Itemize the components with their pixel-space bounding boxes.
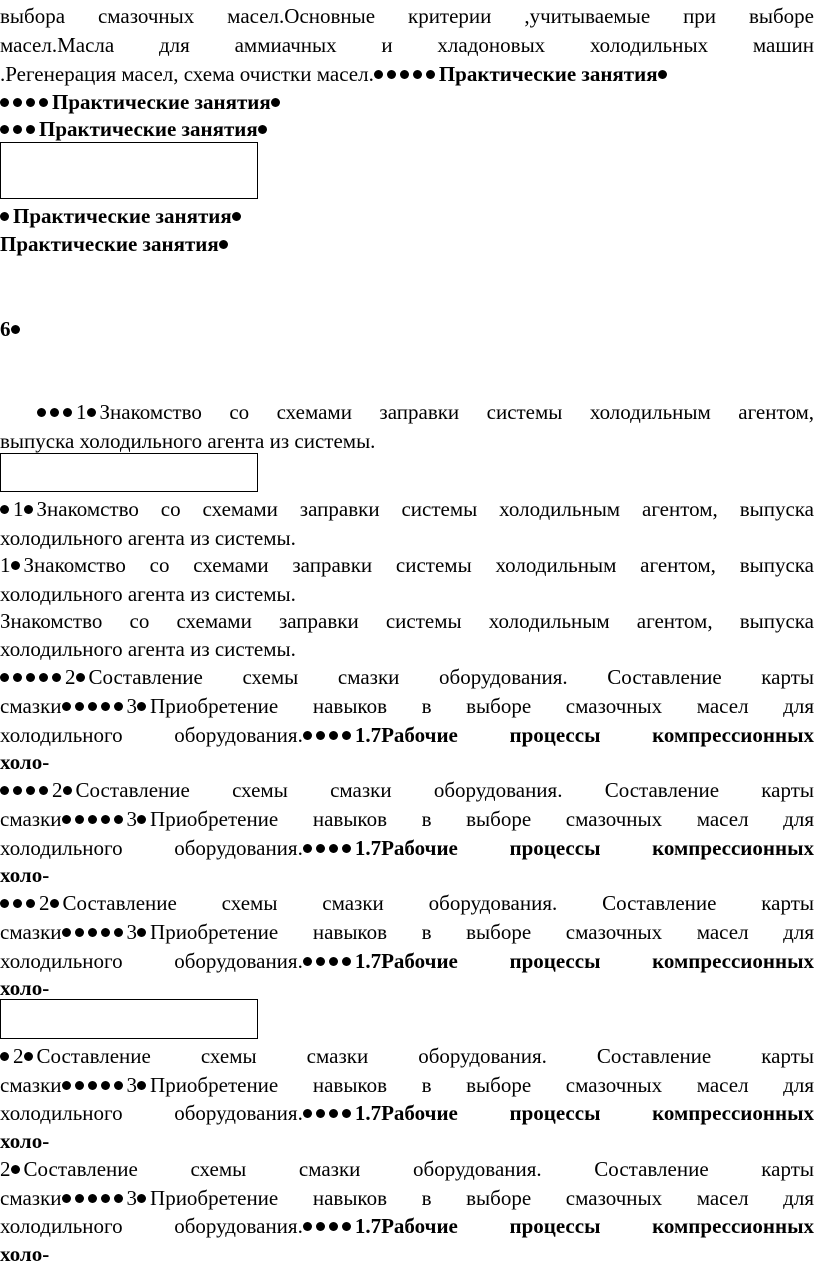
bullet-dot-icon (50, 899, 59, 908)
bullet-dot-icon (76, 673, 85, 682)
bullet-dot-icon (11, 1165, 20, 1174)
bullet-dot-icon (63, 786, 72, 795)
practical-heading: Практические занятия (13, 204, 232, 228)
empty-box (0, 999, 258, 1039)
bullet-dot-icon (137, 815, 146, 824)
bullet-dot-icon (219, 240, 228, 249)
text-span: 1.7Рабочие процессы компрессионных (354, 1214, 814, 1238)
text-line (0, 115, 814, 143)
text-span: 1.7Рабочие процессы компрессионных (354, 949, 814, 973)
bullet-dot-icon (303, 1222, 312, 1231)
text-line (0, 834, 814, 862)
text-line (0, 692, 814, 720)
bullet-dot-icon (137, 702, 146, 711)
text-span: выбора смазочных масел.Основные критерии ,учитываемые при выборе (0, 4, 814, 28)
text-span: 1 (76, 400, 87, 424)
bullet-dot-icon (88, 815, 97, 824)
text-span: 1.7Рабочие процессы компрессионных (354, 1101, 814, 1125)
bullet-dot-icon (329, 731, 338, 740)
bullet-dot-icon (329, 1222, 338, 1231)
text-line (0, 1184, 814, 1212)
bullet-dot-icon (62, 815, 71, 824)
bullet-dot-icon (39, 98, 48, 107)
bullet-dot-icon (0, 899, 9, 908)
bullet-dot-icon (75, 928, 84, 937)
text-span: 3 (126, 694, 138, 718)
text-line (0, 861, 814, 889)
bullet-dot-icon (114, 1081, 123, 1090)
text-line (37, 398, 814, 426)
text-span: 3 (126, 1073, 138, 1097)
text-span: Приобретение навыков в выборе смазочных масел для (150, 807, 814, 831)
text-span: холодильного агента из системы. (0, 526, 296, 550)
text-span: Составление схемы смазки оборудования. Составление карты (23, 1157, 814, 1181)
bullet-dot-icon (316, 1109, 325, 1118)
bullet-dot-icon (75, 1194, 84, 1203)
bullet-dot-icon (0, 673, 9, 682)
text-span: Приобретение навыков в выборе смазочных масел для (150, 694, 814, 718)
bullet-dot-icon (400, 70, 409, 79)
bullet-dot-icon (37, 408, 46, 417)
text-span: Знакомство со схемами заправки системы холодильным агентом, выпуска (36, 497, 814, 521)
text-line (0, 776, 814, 804)
text-span: выпуска холодильного агента из системы. (0, 429, 376, 453)
text-span: холодильного оборудования. (0, 836, 303, 860)
bullet-dot-icon (13, 786, 22, 795)
bullet-dot-icon (329, 957, 338, 966)
text-span: смазки (0, 807, 62, 831)
bullet-dot-icon (329, 1109, 338, 1118)
bullet-dot-icon (39, 786, 48, 795)
bullet-dot-icon (13, 899, 22, 908)
practical-heading: Практические занятия (0, 232, 219, 256)
text-span: смазки (0, 1186, 62, 1210)
bullet-dot-icon (137, 1194, 146, 1203)
bullet-dot-icon (316, 957, 325, 966)
text-span: холо- (0, 863, 50, 887)
bullet-dot-icon (316, 731, 325, 740)
bullet-dot-icon (0, 125, 9, 134)
text-span: 2 (13, 1044, 24, 1068)
bullet-dot-icon (62, 702, 71, 711)
text-span: Знакомство со схемами заправки системы холодильным агентом, выпуска (0, 609, 814, 633)
text-line (0, 1099, 814, 1127)
text-span: холодильного оборудования. (0, 723, 303, 747)
text-span: Составление схемы смазки оборудования. Составление карты (62, 891, 814, 915)
text-span: холо- (0, 1129, 50, 1153)
text-span: 2 (65, 665, 76, 689)
bullet-dot-icon (88, 702, 97, 711)
text-span: масел.Масла для аммиачных и хладоновых холодильных машин (0, 33, 814, 57)
bullet-dot-icon (0, 1052, 9, 1061)
bullet-dot-icon (0, 98, 9, 107)
bullet-dot-icon (50, 408, 59, 417)
bullet-dot-icon (413, 70, 422, 79)
text-span: холодильного оборудования. (0, 949, 303, 973)
practical-heading: Практические занятия (438, 62, 658, 86)
bullet-dot-icon (658, 70, 667, 79)
bullet-dot-icon (88, 928, 97, 937)
text-line (0, 1155, 814, 1183)
text-line (0, 495, 814, 523)
text-span: холодильного оборудования. (0, 1101, 303, 1125)
text-line (0, 315, 814, 343)
text-span: 1.7Рабочие процессы компрессионных (354, 723, 814, 747)
text-line (0, 1042, 814, 1070)
bullet-dot-icon (387, 70, 396, 79)
text-span: Приобретение навыков в выборе смазочных масел для (150, 920, 814, 944)
bullet-dot-icon (24, 505, 33, 514)
text-span: смазки (0, 920, 62, 944)
bullet-dot-icon (75, 815, 84, 824)
text-span: смазки (0, 694, 62, 718)
text-span: 3 (126, 1186, 138, 1210)
text-line (0, 1240, 814, 1268)
section-number: 6 (0, 317, 11, 341)
text-span: холо- (0, 750, 50, 774)
bullet-dot-icon (88, 1081, 97, 1090)
bullet-dot-icon (329, 844, 338, 853)
text-span: 3 (126, 807, 138, 831)
text-line (0, 607, 814, 635)
text-line (0, 551, 814, 579)
bullet-dot-icon (342, 731, 351, 740)
practical-heading: Практические занятия (52, 90, 271, 114)
bullet-dot-icon (101, 1081, 110, 1090)
text-span: Составление схемы смазки оборудования. Составление карты (36, 1044, 814, 1068)
bullet-dot-icon (342, 1222, 351, 1231)
text-line (0, 580, 814, 608)
text-line (0, 1071, 814, 1099)
bullet-dot-icon (114, 928, 123, 937)
bullet-dot-icon (342, 1109, 351, 1118)
bullet-dot-icon (11, 561, 20, 570)
text-line (0, 635, 814, 663)
text-span: .Регенерация масел, схема очистки масел. (0, 62, 374, 86)
text-span: 1 (0, 553, 11, 577)
text-line (0, 663, 814, 691)
bullet-dot-icon (303, 1109, 312, 1118)
text-span: смазки (0, 1073, 62, 1097)
text-span: Составление схемы смазки оборудования. Составление карты (88, 665, 814, 689)
bullet-dot-icon (0, 786, 9, 795)
bullet-dot-icon (88, 1194, 97, 1203)
text-line (0, 60, 814, 88)
bullet-dot-icon (316, 844, 325, 853)
text-line (0, 947, 814, 975)
bullet-dot-icon (101, 815, 110, 824)
bullet-dot-icon (52, 673, 61, 682)
text-span: холодильного агента из системы. (0, 582, 296, 606)
bullet-dot-icon (232, 212, 241, 221)
bullet-dot-icon (62, 1194, 71, 1203)
text-line (0, 31, 814, 59)
text-span: холодильного оборудования. (0, 1214, 303, 1238)
text-span: 1.7Рабочие процессы компрессионных (354, 836, 814, 860)
text-span: Приобретение навыков в выборе смазочных масел для (150, 1186, 814, 1210)
bullet-dot-icon (26, 125, 35, 134)
bullet-dot-icon (13, 673, 22, 682)
text-line (0, 524, 814, 552)
bullet-dot-icon (26, 673, 35, 682)
bullet-dot-icon (342, 957, 351, 966)
text-span: Составление схемы смазки оборудования. Составление карты (75, 778, 814, 802)
practical-heading: Практические занятия (39, 117, 258, 141)
text-line (0, 721, 814, 749)
bullet-dot-icon (316, 1222, 325, 1231)
text-line (0, 805, 814, 833)
bullet-dot-icon (114, 702, 123, 711)
text-span: холодильного агента из системы. (0, 637, 296, 661)
bullet-dot-icon (271, 98, 280, 107)
text-span: холо- (0, 1242, 50, 1266)
empty-box (0, 142, 258, 199)
bullet-dot-icon (303, 844, 312, 853)
bullet-dot-icon (75, 702, 84, 711)
bullet-dot-icon (75, 1081, 84, 1090)
bullet-dot-icon (26, 899, 35, 908)
bullet-dot-icon (24, 1052, 33, 1061)
bullet-dot-icon (114, 815, 123, 824)
text-span: Знакомство со схемами заправки системы холодильным агентом, выпуска (23, 553, 814, 577)
text-span: Приобретение навыков в выборе смазочных масел для (150, 1073, 814, 1097)
text-span: 2 (39, 891, 50, 915)
text-span: 2 (52, 778, 63, 802)
bullet-dot-icon (114, 1194, 123, 1203)
empty-box (0, 453, 258, 492)
bullet-dot-icon (303, 731, 312, 740)
text-span: 3 (126, 920, 138, 944)
bullet-dot-icon (374, 70, 383, 79)
text-span: 2 (0, 1157, 11, 1181)
bullet-dot-icon (137, 1081, 146, 1090)
bullet-dot-icon (11, 325, 20, 334)
text-line (0, 202, 814, 230)
text-line (0, 1212, 814, 1240)
bullet-dot-icon (62, 928, 71, 937)
text-span: Знакомство со схемами заправки системы холодильным агентом, (99, 400, 814, 424)
text-line (0, 889, 814, 917)
text-line (0, 974, 814, 1002)
bullet-dot-icon (0, 212, 9, 221)
bullet-dot-icon (13, 98, 22, 107)
bullet-dot-icon (426, 70, 435, 79)
bullet-dot-icon (101, 1194, 110, 1203)
text-span: холо- (0, 976, 50, 1000)
text-line (0, 748, 814, 776)
bullet-dot-icon (26, 98, 35, 107)
bullet-dot-icon (0, 505, 9, 514)
bullet-dot-icon (258, 125, 267, 134)
text-span: 1 (13, 497, 24, 521)
text-line (0, 88, 814, 116)
text-line (0, 2, 814, 30)
bullet-dot-icon (13, 125, 22, 134)
text-line (0, 230, 814, 258)
bullet-dot-icon (87, 408, 96, 417)
bullet-dot-icon (39, 673, 48, 682)
text-line (0, 427, 814, 455)
bullet-dot-icon (303, 957, 312, 966)
bullet-dot-icon (26, 786, 35, 795)
text-line (0, 918, 814, 946)
bullet-dot-icon (63, 408, 72, 417)
bullet-dot-icon (342, 844, 351, 853)
bullet-dot-icon (101, 928, 110, 937)
text-line (0, 1127, 814, 1155)
bullet-dot-icon (62, 1081, 71, 1090)
bullet-dot-icon (137, 928, 146, 937)
bullet-dot-icon (101, 702, 110, 711)
